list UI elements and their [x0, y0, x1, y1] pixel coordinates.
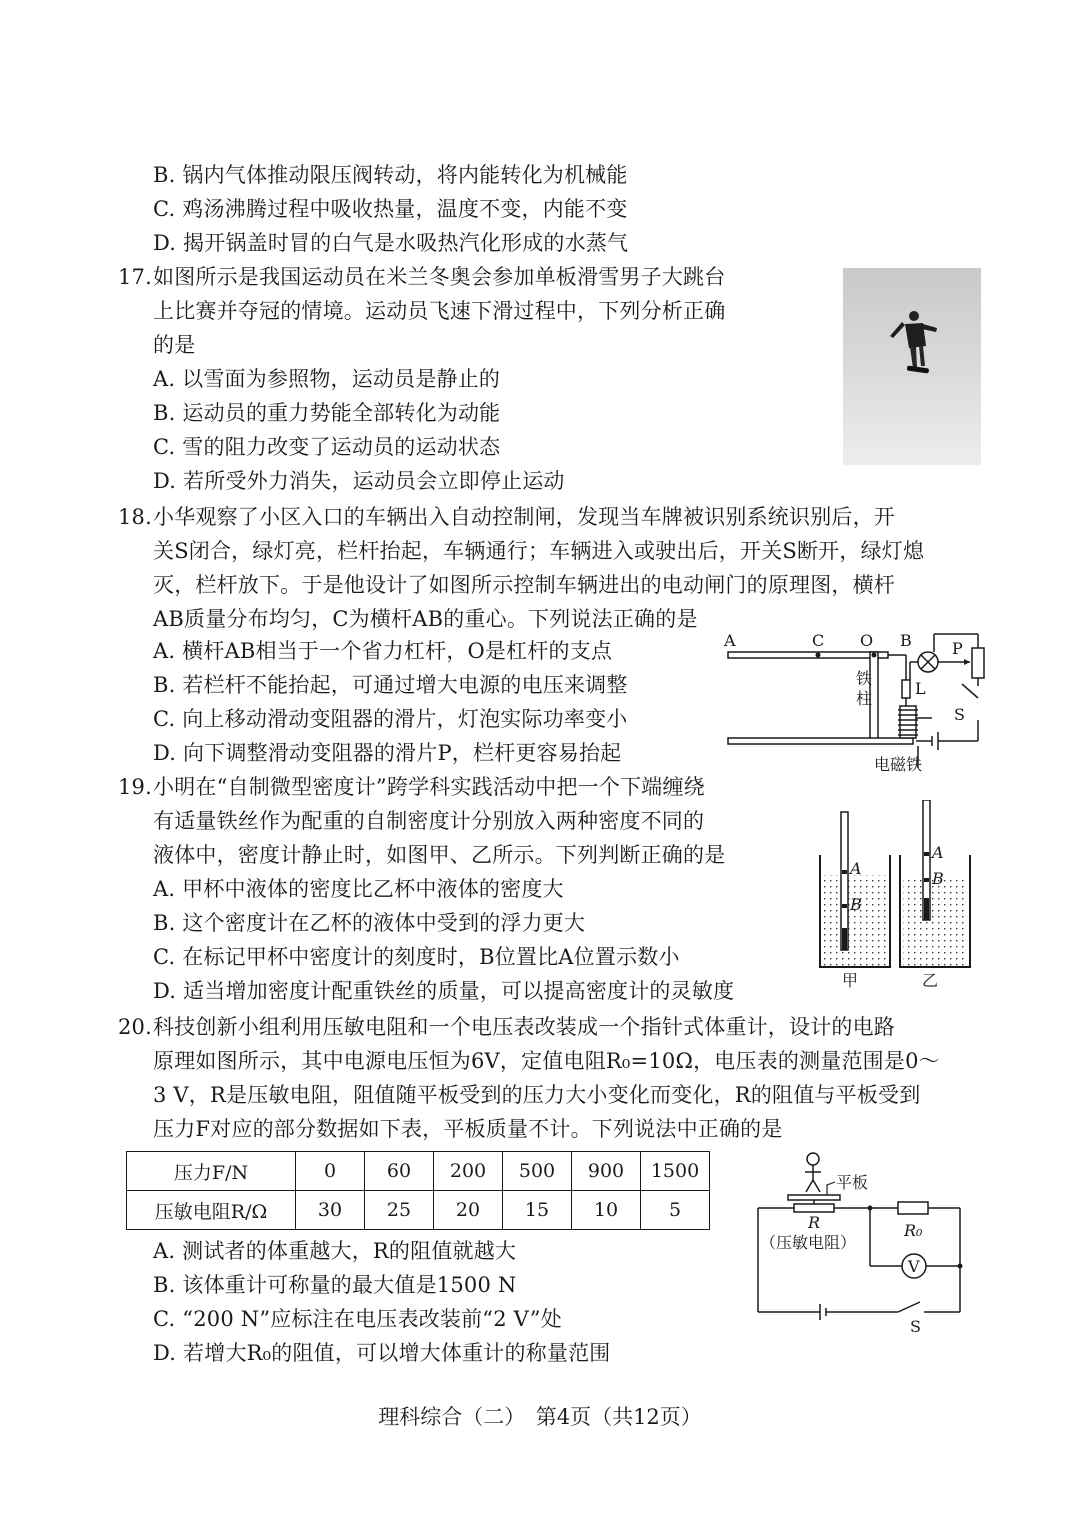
table-cell: 20: [434, 1191, 503, 1230]
jia-label-B: B: [850, 895, 862, 914]
q19-stem-line-3: 液体中，密度计静止时，如图甲、乙所示。下列判断正确的是: [153, 843, 726, 867]
voltmeter-label: V: [908, 1257, 920, 1276]
label-B: B: [900, 631, 912, 650]
table-cell: 0: [296, 1152, 365, 1191]
q20-option-a: A. 测试者的体重越大，R的阻值就越大: [153, 1239, 517, 1263]
label-R-desc: （压敏电阻）: [760, 1233, 857, 1252]
table-cell: 1500: [641, 1152, 710, 1191]
table-cell: 500: [503, 1152, 572, 1191]
label-A: A: [724, 631, 736, 650]
label-S: S: [954, 705, 965, 724]
label-zhu: 柱: [856, 689, 873, 708]
label-jia: 甲: [842, 971, 859, 990]
snowboarder-figure: [843, 268, 981, 465]
table-row: [127, 1191, 710, 1230]
label-yi: 乙: [922, 971, 939, 990]
label-plate: 平板: [836, 1173, 869, 1192]
pressure-resistance-table: [126, 1151, 710, 1230]
table-cell: 10: [572, 1191, 641, 1230]
q17-option-c: C. 雪的阻力改变了运动员的运动状态: [153, 435, 501, 459]
q19-option-d: D. 适当增加密度计配重铁丝的质量，可以提高密度计的灵敏度: [153, 979, 735, 1003]
q18-option-d: D. 向下调整滑动变阻器的滑片P，栏杆更容易抬起: [153, 741, 622, 765]
label-R: R: [808, 1213, 821, 1232]
table-cell: 200: [434, 1152, 503, 1191]
q17-option-b: B. 运动员的重力势能全部转化为动能: [153, 401, 501, 425]
q19-option-a: A. 甲杯中液体的密度比乙杯中液体的密度大: [153, 877, 564, 901]
label-O: O: [860, 631, 874, 650]
label-C: C: [812, 631, 825, 650]
q20-stem-line-4: 压力F对应的部分数据如下表，平板质量不计。下列说法中正确的是: [153, 1117, 783, 1141]
label-L: L: [915, 679, 926, 698]
table-cell: 30: [296, 1191, 365, 1230]
q20-stem-line-2: 原理如图所示，其中电源电压恒为6V，定值电阻R₀=10Ω，电压表的测量范围是0～: [153, 1049, 940, 1073]
density-meter-diagram: [810, 800, 980, 995]
q17-stem-line-2: 上比赛并夺冠的情境。运动员飞速下滑过程中，下列分析正确: [153, 299, 726, 323]
gate-control-circuit-diagram: [720, 628, 988, 778]
label-electromagnet: 电磁铁: [874, 755, 923, 774]
table-row: [127, 1152, 710, 1191]
jia-label-A: A: [850, 859, 862, 878]
q19-stem-line-1: 19.小明在“自制微型密度计”跨学科实践活动中把一个下端缠绕: [118, 772, 705, 802]
q20-option-b: B. 该体重计可称量的最大值是1500 N: [153, 1273, 517, 1297]
q20-number: 20.: [118, 1015, 152, 1039]
page-footer: 理科综合（二） 第4页（共12页）: [378, 1405, 702, 1429]
q18-option-b: B. 若栏杆不能抬起，可通过增大电源的电压来调整: [153, 673, 628, 697]
q20-stem-line-3: 3 V，R是压敏电阻，阻值随平板受到的压力大小变化而变化，R的阻值与平板受到: [153, 1083, 921, 1107]
yi-label-A: A: [932, 843, 944, 862]
q16-option-d: D. 揭开锅盖时冒的白气是水吸热汽化形成的水蒸气: [153, 231, 629, 255]
q20-stem-line-1: 20.科技创新小组利用压敏电阻和一个电压表改装成一个指针式体重计，设计的电路: [118, 1012, 895, 1042]
table-cell: 60: [365, 1152, 434, 1191]
table-cell: 900: [572, 1152, 641, 1191]
label-P: P: [952, 639, 963, 658]
q18-option-c: C. 向上移动滑动变阻器的滑片，灯泡实际功率变小: [153, 707, 628, 731]
q20-option-d: D. 若增大R₀的阻值，可以增大体重计的称量范围: [153, 1341, 611, 1365]
snowboarder-photo: [843, 268, 981, 465]
table-row-label: 压力F/N: [127, 1152, 296, 1191]
q19-number: 19.: [118, 775, 152, 799]
table-cell: 25: [365, 1191, 434, 1230]
q17-option-a: A. 以雪面为参照物，运动员是静止的: [153, 367, 501, 391]
table-row-label: 压敏电阻R/Ω: [127, 1191, 296, 1230]
q18-stem-line-2: 关S闭合，绿灯亮，栏杆抬起，车辆通行；车辆进入或驶出后，开关S断开，绿灯熄: [153, 539, 925, 563]
table-cell: 5: [641, 1191, 710, 1230]
q17-stem-line-3: 的是: [153, 333, 196, 357]
table-cell: 15: [503, 1191, 572, 1230]
q18-stem-line-3: 灭，栏杆放下。于是他设计了如图所示控制车辆进出的电动闸门的原理图，横杆: [153, 573, 895, 597]
q16-option-b: B. 锅内气体推动限压阀转动，将内能转化为机械能: [153, 163, 628, 187]
q19-stem-line-2: 有适量铁丝作为配重的自制密度计分别放入两种密度不同的: [153, 809, 705, 833]
label-R0: R₀: [904, 1221, 923, 1240]
q20-option-c: C. “200 N”应标注在电压表改装前“2 V”处: [153, 1307, 562, 1331]
q19-option-c: C. 在标记甲杯中密度计的刻度时，B位置比A位置示数小: [153, 945, 680, 969]
q17-stem-line-1: 17.如图所示是我国运动员在米兰冬奥会参加单板滑雪男子大跳台: [118, 262, 725, 292]
q19-option-b: B. 这个密度计在乙杯的液体中受到的浮力更大: [153, 911, 586, 935]
scale-circuit-diagram: [748, 1150, 970, 1335]
yi-label-B: B: [932, 869, 944, 888]
q18-option-a: A. 横杆AB相当于一个省力杠杆，O是杠杆的支点: [153, 639, 613, 663]
q18-stem-line-4: AB质量分布均匀，C为横杆AB的重心。下列说法正确的是: [153, 607, 698, 631]
q16-option-c: C. 鸡汤沸腾过程中吸收热量，温度不变，内能不变: [153, 197, 628, 221]
label-switch-S: S: [910, 1317, 921, 1335]
q18-number: 18.: [118, 505, 152, 529]
q18-stem-line-1: 18.小华观察了小区入口的车辆出入自动控制闸，发现当车牌被识别系统识别后，开: [118, 502, 895, 532]
q17-number: 17.: [118, 265, 152, 289]
label-tie: 铁: [856, 669, 873, 688]
q17-option-d: D. 若所受外力消失，运动员会立即停止运动: [153, 469, 565, 493]
